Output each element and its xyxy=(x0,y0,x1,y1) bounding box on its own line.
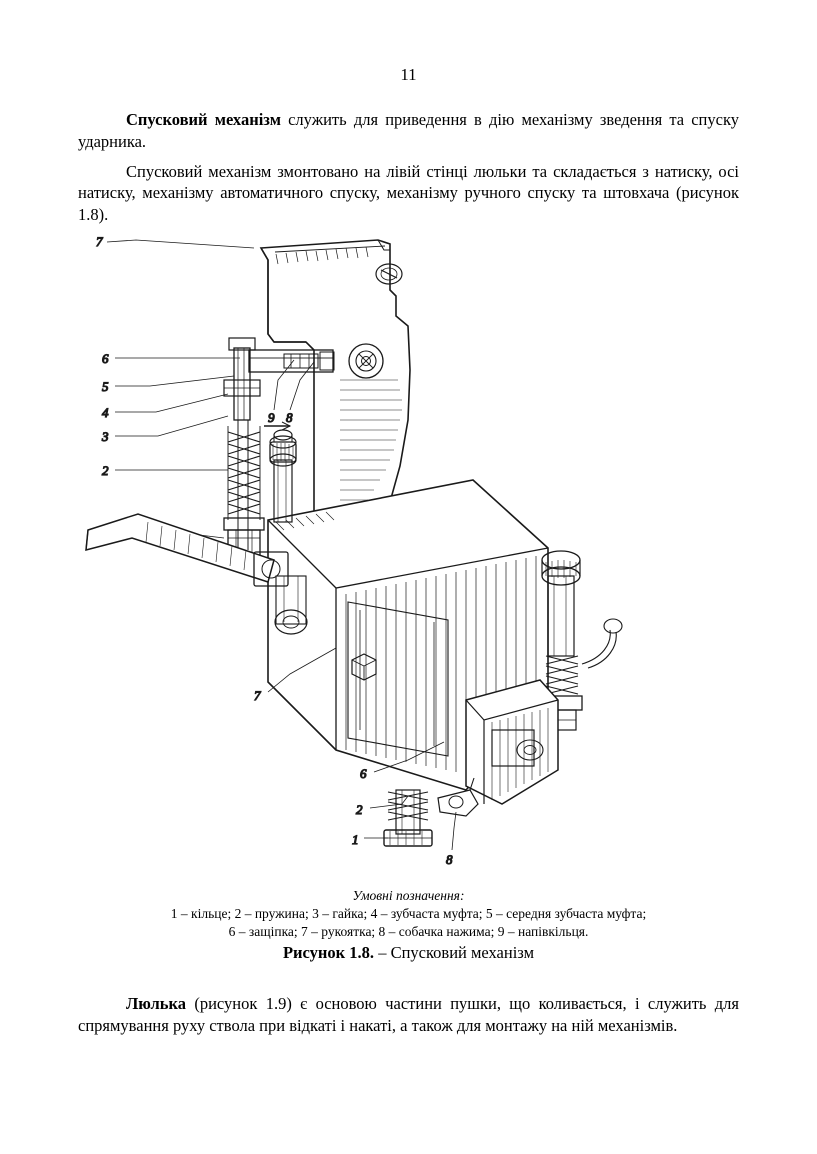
figure-1-8 xyxy=(78,230,739,885)
callout-bottom-6: 6 xyxy=(360,765,367,781)
figure-legend xyxy=(78,887,739,941)
callout-top-7: 7 xyxy=(96,233,103,249)
paragraph-3 xyxy=(78,993,739,1037)
callout-top-6: 6 xyxy=(102,350,109,366)
legend-line-2: 6 – защіпка; 7 – рукоятка; 8 – собачка нажима; 9 – напівкільця. xyxy=(228,923,589,939)
callout-top-3: 3 xyxy=(102,428,109,444)
figure-caption xyxy=(78,943,739,963)
callout-top-5: 5 xyxy=(102,378,109,394)
callout-top-8: 8 xyxy=(286,409,293,425)
paragraph-3-lead: Люлька xyxy=(126,994,186,1014)
callout-bottom-8: 8 xyxy=(446,851,453,867)
legend-line-1: 1 – кільце; 2 – пружина; 3 – гайка; 4 – зубчаста муфта; 5 – середня зубчаста муфта; xyxy=(170,905,647,921)
callout-top-9: 9 xyxy=(268,409,275,425)
paragraph-1 xyxy=(78,109,739,153)
callout-bottom-2: 2 xyxy=(356,801,363,817)
paragraph-2: Спусковий механізм змонтовано на лівій стінці люльки та складається з натиску, осі натиску, механізму автоматичного спуску, механізму ручного спуску та штовхача (рисунок 1.8). xyxy=(78,161,739,225)
paragraph-1-rest: служить для приведення в дію механізму зведення та спуску ударника. xyxy=(78,110,739,151)
mechanism-drawing xyxy=(78,230,739,885)
paragraph-1-lead: Спусковий механізм xyxy=(126,110,281,129)
legend-title: Умовні позначення: xyxy=(352,887,465,903)
page-number: 11 xyxy=(400,65,417,84)
callout-top-4: 4 xyxy=(102,404,109,420)
callout-bottom-7: 7 xyxy=(254,687,261,703)
figure-caption-number: Рисунок 1.8. xyxy=(282,943,375,963)
paragraph-3-rest: (рисунок 1.9) є основою частини пушки, що коливається, і служить для спрямування руху ствола при відкаті і накаті, а також для монтажу на ній механізмів. xyxy=(78,994,739,1035)
figure-caption-title: – Спусковий механізм xyxy=(374,943,535,963)
callout-top-2: 2 xyxy=(102,462,109,478)
callout-bottom-1: 1 xyxy=(352,831,359,847)
